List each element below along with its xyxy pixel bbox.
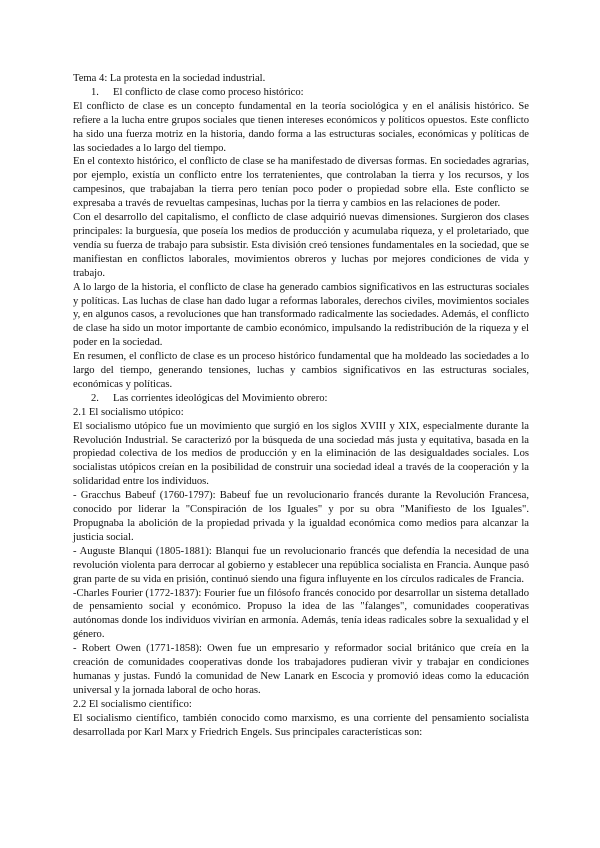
paragraph: El socialismo utópico fue un movimiento que surgió en los siglos XVIII y XIX, especialmente durante la Revolución Industrial. Se caracterizó por la búsqueda de una sociedad más justa y equitativa, basada en la propiedad colectiva de los medios de producción y en la eliminación de las desigualdades sociales. Los socialistas utópicos creían en la posibilidad de construir una sociedad ideal a través de la cooperación y la solidaridad entre los individuos. [73,420,529,488]
section-2-heading-text: Las corrientes ideológicas del Movimiento obrero: [113,392,328,404]
paragraph: El socialismo científico, también conocido como marxismo, es una corriente del pensamiento socialista desarrollada por Karl Marx y Friedrich Engels. Sus principales características son: [73,712,529,738]
section-1-number: 1. [91,86,99,98]
paragraph: Con el desarrollo del capitalismo, el conflicto de clase adquirió nuevas dimensiones. Surgieron dos clases principales: la burguesía, que poseía los medios de producción y acumulaba riqueza, y el proletariado, que vendía su fuerza de trabajo para subsistir. Esta división creó tensiones fundamentales en la sociedad, que se manifiestan en conflictos laborales, movimientos obreros y luchas por mejores condiciones de vida y trabajo. [73,212,529,279]
document-title: Tema 4: La protesta en la sociedad industrial. [73,73,266,84]
list-item-fourier: -Charles Fourier (1772-1837): Fourier fue un filósofo francés conocido por desarrollar un sistema detallado de pensamiento social y económico. Propuso la idea de las "falanges", comunidades cooperativas autónomas donde los individuos vivirían en armonía. Además, tenía ideas radicales sobre la sexualidad y el género. [73,587,529,641]
paragraph: A lo largo de la historia, el conflicto de clase ha generado cambios significativos en las estructuras sociales y políticas. Las luchas de clase han dado lugar a reformas laborales, derechos civiles, movimientos sociales y, en algunos casos, a revoluciones que han transformado radicalmente las sociedades. Además, el conflicto de clase ha sido un motor importante de cambio económico, impulsando la redistribución de la riqueza y el poder en la sociedad. [73,281,529,349]
section-1-heading [73,86,529,100]
list-item-owen: - Robert Owen (1771-1858): Owen fue un empresario y reformador social británico que creía en la creación de comunidades cooperativas donde los trabajadores pudieran vivir y trabajar en condiciones humanas y justas. Fundó la comunidad de New Lanark en Escocia y promovió ideas como la educación universal y la jornada laboral de ocho horas. [73,643,529,696]
section-2-heading [73,392,529,406]
document-body [73,72,529,740]
paragraph: El conflicto de clase es un concepto fundamental en la teoría sociológica y en el análisis histórico. Se refiere a la lucha entre grupos sociales que tienen intereses económicos y políticos opuestos. Este conflicto ha sido una fuerza motriz en la historia, dando forma a las estructuras sociales, económicas y políticas de las sociedades a lo largo del tiempo. [73,100,529,154]
subsection-2-1-heading: 2.1 El socialismo utópico: [73,406,184,418]
list-item-blanqui: - Auguste Blanqui (1805-1881): Blanqui fue un revolucionario francés que defendía la necesidad de una revolución violenta para derrocar al gobierno y establecer una república socialista en Francia. Aunque pasó gran parte de su vida en prisión, continuó siendo una figura influyente en los círculos radicales de Francia. [73,545,529,585]
list-item-babeuf: - Gracchus Babeuf (1760-1797): Babeuf fue un revolucionario francés durante la Revolución Francesa, conocido por liderar la "Conspiración de los Iguales" y por su obra "Manifiesto de los Iguales". Propugnaba la abolición de la propiedad privada y la igualdad económica como medios para alcanzar la justicia social. [73,490,529,543]
section-1-heading-text: El conflicto de clase como proceso histórico: [113,86,304,98]
paragraph: En el contexto histórico, el conflicto de clase se ha manifestado de diversas formas. En sociedades agrarias, por ejemplo, existía un conflicto entre los terratenientes, que controlaban la tierra y los recursos, y los campesinos, que trabajaban la tierra pero tenían poco poder o propiedad sobre ella. Este conflicto se expresaba a través de revueltas campesinas, luchas por la tierra y cambios en las relaciones de poder. [73,156,529,210]
section-2-number: 2. [91,392,99,404]
subsection-2-2-heading: 2.2 El socialismo científico: [73,698,192,710]
paragraph: En resumen, el conflicto de clase es un proceso histórico fundamental que ha moldeado las sociedades a lo largo del tiempo, generando tensiones, luchas y cambios significativos en las estructuras sociales, económicas y políticas. [73,351,529,390]
